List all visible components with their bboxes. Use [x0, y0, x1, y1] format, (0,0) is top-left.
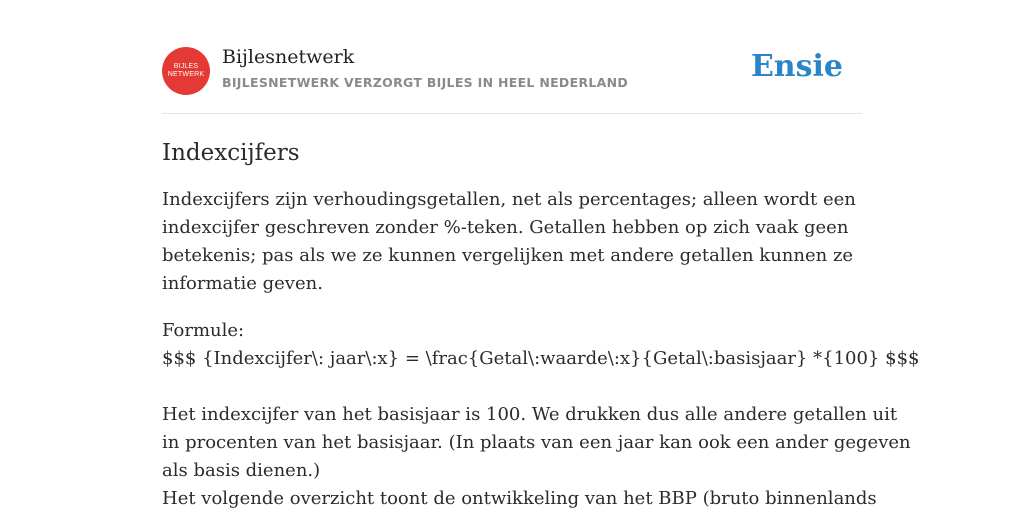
brand-tagline: BIJLESNETWERK VERZORGT BIJLES IN HEEL NEDERLAND [222, 75, 629, 90]
formula-label: Formule: [162, 320, 245, 341]
basis-line-1: Het indexcijfer van het basisjaar is 100. We drukken dus alle andere getallen uit [162, 404, 898, 425]
header-divider [162, 113, 862, 114]
article-intro: Indexcijfers zijn verhoudingsgetallen, net als percentages; alleen wordt een indexcijfer geschreven zonder %-teken. Getallen hebben op zich vaak geen betekenis; pas als we ze kunnen vergelijken met andere getallen kunnen ze informatie geven. [162, 189, 856, 294]
header [162, 46, 862, 96]
formula: $$$ {Indexcijfer\: jaar\:x} = \frac{Getal\:waarde\:x}{Getal\:basisjaar} *{100} $$$ [162, 348, 920, 369]
basis-line-2: in procenten van het basisjaar. (In plaats van een jaar kan ook een ander gegeven [162, 432, 911, 453]
logo-text-top: BIJLES [173, 63, 199, 70]
basis-line-3: als basis dienen.) [162, 460, 321, 481]
article-content [162, 136, 920, 512]
spacer [162, 373, 862, 401]
bijlesnetwerk-logo[interactable] [162, 47, 210, 95]
article-title: Indexcijfers [162, 140, 300, 166]
brand-name[interactable]: Bijlesnetwerk [222, 46, 355, 68]
ensie-logo[interactable]: Ensie [750, 49, 843, 84]
bbp-line: Het volgende overzicht toont de ontwikkeling van het BBP (bruto binnenlands [162, 488, 877, 509]
logo-text-bottom: NETWERK [167, 71, 205, 78]
